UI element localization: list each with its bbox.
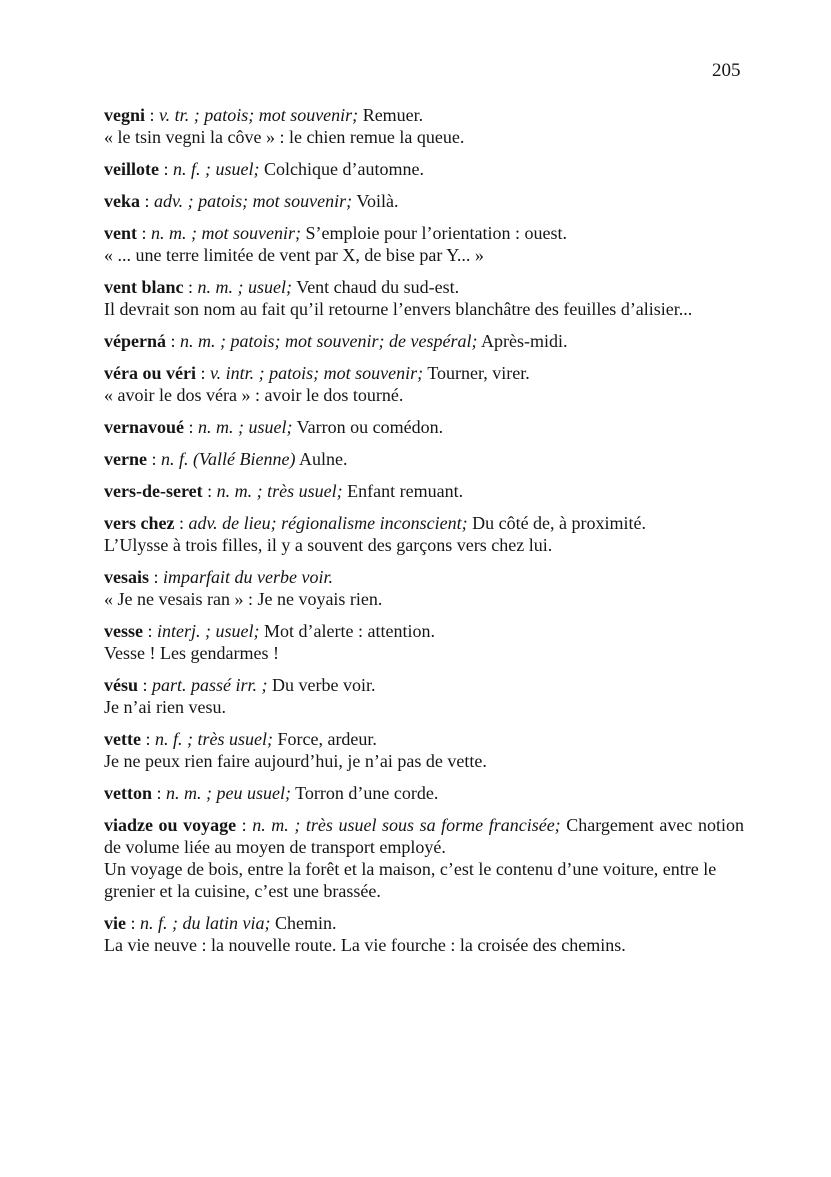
- entry-definition: Chargement avec notion de volume liée au moyen de transport employé.: [104, 815, 744, 857]
- entry-example: « avoir le dos véra » : avoir le dos tourné.: [104, 385, 404, 405]
- entry-grammar: n. f. ; très usuel;: [154, 729, 273, 749]
- entry-separator: :: [149, 567, 164, 587]
- entry-line: [104, 814, 744, 858]
- entry-headword: vie: [104, 913, 126, 933]
- entry-grammar: n. m. ; très usuel sous sa forme francisée;: [252, 815, 561, 835]
- entry-headword: véra ou véri: [104, 363, 196, 383]
- entry-example: « ... une terre limitée de vent par X, de bise par Y... »: [104, 245, 484, 265]
- entry-definition: Remuer.: [358, 105, 424, 125]
- dictionary-entry: [104, 158, 744, 180]
- entry-definition: Vent chaud du sud-est.: [292, 277, 460, 297]
- entry-example: Je ne peux rien faire aujourd’hui, je n’ai pas de vette.: [104, 751, 487, 771]
- entry-separator: :: [146, 449, 161, 469]
- entry-example: Il devrait son nom au fait qu’il retourne l’envers blanchâtre des feuilles d’alisier...: [104, 299, 693, 319]
- entry-separator: :: [140, 191, 155, 211]
- entry-line: [104, 416, 744, 438]
- dictionary-entry: [104, 448, 744, 470]
- entry-definition: Aulne.: [295, 449, 348, 469]
- dictionary-entry: [104, 674, 744, 718]
- entry-line: [104, 480, 744, 502]
- entry-headword: vers chez: [104, 513, 175, 533]
- entry-definition: Enfant remuant.: [342, 481, 464, 501]
- entry-line: [104, 620, 744, 642]
- dictionary-entry: [104, 566, 744, 610]
- entry-line: [104, 674, 744, 696]
- entry-separator: :: [174, 513, 189, 533]
- entry-grammar: part. passé irr. ;: [152, 675, 268, 695]
- entry-grammar: n. f. ; du latin via;: [140, 913, 271, 933]
- entry-separator: :: [183, 277, 198, 297]
- entry-definition: Chemin.: [270, 913, 337, 933]
- entry-headword: viadze ou voyage: [104, 815, 237, 835]
- entry-headword: vesse: [104, 621, 143, 641]
- entry-definition: S’emploie pour l’orientation : ouest.: [301, 223, 567, 243]
- page-number: 205: [712, 60, 741, 81]
- entry-line: [104, 190, 744, 212]
- entry-example: Je n’ai rien vesu.: [104, 697, 226, 717]
- dictionary-entry: [104, 512, 744, 556]
- dictionary-entry: [104, 222, 744, 266]
- entry-grammar: n. m. ; usuel;: [197, 277, 293, 297]
- entry-grammar: n. f. ; usuel;: [173, 159, 260, 179]
- entry-line: [104, 362, 744, 384]
- entry-separator: :: [145, 105, 160, 125]
- entry-definition: Après-midi.: [477, 331, 568, 351]
- entry-headword: vegni: [104, 105, 146, 125]
- entry-grammar: n. m. ; patois; mot souvenir; de vespéral;: [180, 331, 478, 351]
- entry-separator: :: [195, 363, 210, 383]
- entry-separator: :: [137, 223, 152, 243]
- entry-definition: Voilà.: [352, 191, 399, 211]
- entry-definition: Torron d’une corde.: [291, 783, 439, 803]
- entry-grammar: imparfait du verbe voir.: [163, 567, 333, 587]
- dictionary-entry: [104, 620, 744, 664]
- entry-separator: :: [166, 331, 181, 351]
- entry-grammar: n. f. (Vallé Bienne): [161, 449, 296, 469]
- dictionary-entries: [104, 104, 744, 966]
- entry-separator: :: [152, 783, 167, 803]
- entry-grammar: interj. ; usuel;: [157, 621, 260, 641]
- entry-headword: vent: [104, 223, 137, 243]
- entry-definition: Du verbe voir.: [267, 675, 376, 695]
- dictionary-entry: [104, 416, 744, 438]
- dictionary-entry: [104, 782, 744, 804]
- entry-headword: veka: [104, 191, 140, 211]
- entry-example: « Je ne vesais ran » : Je ne voyais rien.: [104, 589, 383, 609]
- entry-example: Un voyage de bois, entre la forêt et la maison, c’est le contenu d’une voiture, entre le grenier et la cuisine, c’est une brassée.: [104, 859, 717, 901]
- dictionary-entry: [104, 814, 744, 902]
- entry-example: L’Ulysse à trois filles, il y a souvent des garçons vers chez lui.: [104, 535, 553, 555]
- dictionary-entry: [104, 912, 744, 956]
- entry-grammar: n. m. ; très usuel;: [216, 481, 343, 501]
- entry-example: Vesse ! Les gendarmes !: [104, 643, 279, 663]
- entry-headword: véperná: [104, 331, 166, 351]
- entry-headword: vesais: [104, 567, 149, 587]
- dictionary-entry: [104, 104, 744, 148]
- entry-line: [104, 158, 744, 180]
- entry-grammar: adv. de lieu; régionalisme inconscient;: [188, 513, 468, 533]
- entry-headword: vésu: [104, 675, 139, 695]
- entry-headword: vent blanc: [104, 277, 184, 297]
- entry-definition: Colchique d’automne.: [259, 159, 424, 179]
- entry-grammar: v. intr. ; patois; mot souvenir;: [209, 363, 424, 383]
- entry-grammar: n. m. ; usuel;: [198, 417, 293, 437]
- entry-line: [104, 566, 744, 588]
- entry-definition: Du côté de, à proximité.: [467, 513, 647, 533]
- entry-separator: :: [202, 481, 217, 501]
- entry-line: [104, 782, 744, 804]
- entry-headword: vette: [104, 729, 141, 749]
- entry-definition: Tourner, virer.: [423, 363, 530, 383]
- entry-grammar: v. tr. ; patois; mot souvenir;: [159, 105, 359, 125]
- entry-separator: :: [158, 159, 173, 179]
- entry-line: [104, 330, 744, 352]
- entry-definition: Varron ou comédon.: [292, 417, 444, 437]
- entry-separator: :: [184, 417, 199, 437]
- entry-headword: verne: [104, 449, 147, 469]
- entry-definition: Force, ardeur.: [272, 729, 377, 749]
- dictionary-entry: [104, 480, 744, 502]
- entry-headword: veillote: [104, 159, 159, 179]
- entry-line: [104, 512, 744, 534]
- entry-separator: :: [140, 729, 155, 749]
- dictionary-entry: [104, 330, 744, 352]
- entry-line: [104, 276, 744, 298]
- entry-headword: vetton: [104, 783, 152, 803]
- entry-example: La vie neuve : la nouvelle route. La vie fourche : la croisée des chemins.: [104, 935, 626, 955]
- entry-line: [104, 222, 744, 244]
- entry-example: « le tsin vegni la côve » : le chien remue la queue.: [104, 127, 465, 147]
- entry-definition: Mot d’alerte : attention.: [259, 621, 435, 641]
- entry-line: [104, 912, 744, 934]
- entry-headword: vers-de-seret: [104, 481, 203, 501]
- entry-separator: :: [126, 913, 141, 933]
- dictionary-entry: [104, 362, 744, 406]
- entry-line: [104, 448, 744, 470]
- entry-line: [104, 104, 744, 126]
- entry-separator: :: [138, 675, 153, 695]
- entry-grammar: n. m. ; peu usuel;: [166, 783, 291, 803]
- entry-separator: :: [143, 621, 158, 641]
- dictionary-entry: [104, 190, 744, 212]
- entry-line: [104, 728, 744, 750]
- entry-grammar: adv. ; patois; mot souvenir;: [154, 191, 353, 211]
- entry-headword: vernavoué: [104, 417, 184, 437]
- dictionary-entry: [104, 276, 744, 320]
- dictionary-entry: [104, 728, 744, 772]
- entry-grammar: n. m. ; mot souvenir;: [151, 223, 301, 243]
- entry-separator: :: [236, 815, 253, 835]
